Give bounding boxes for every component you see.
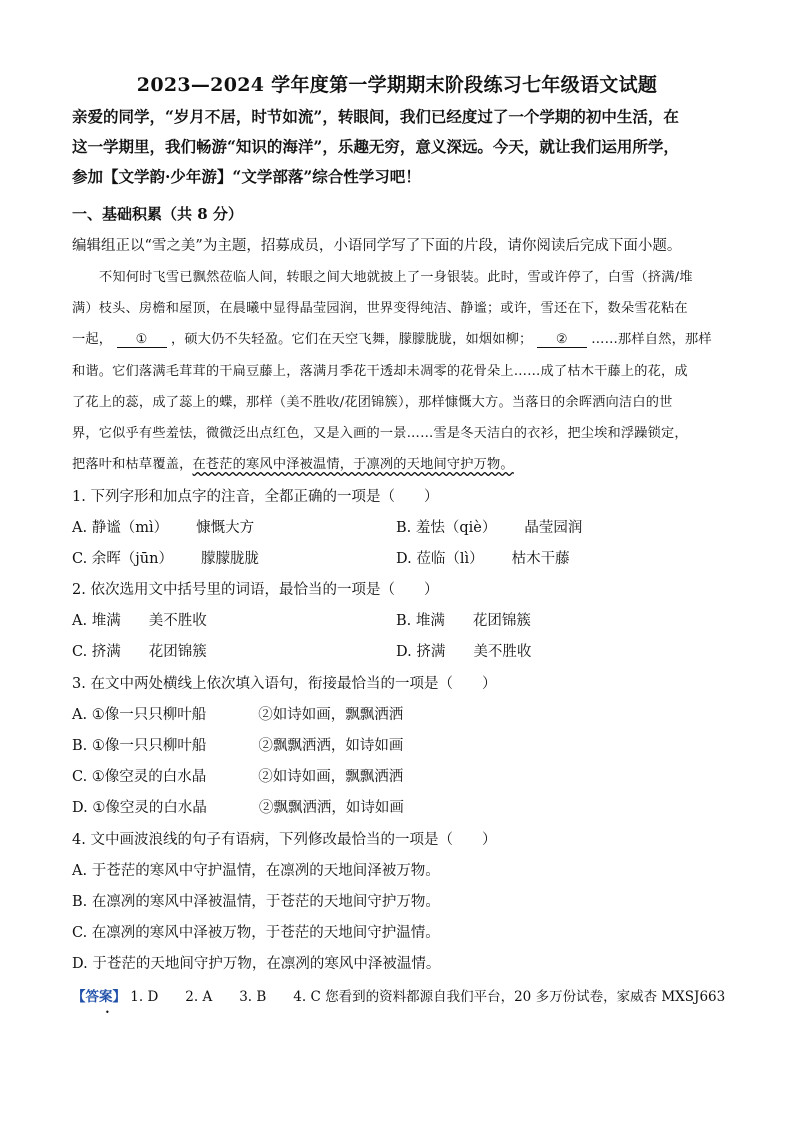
passage-line [72, 328, 712, 348]
passage-text: 把落叶和枯草覆盖， [72, 457, 193, 472]
q2-option-c: C. 挤满 花团锦簇 [72, 644, 207, 660]
wavy-underlined-sentence: 在苍茫的寒风中泽被温情，于凛冽的天地间守护万物。 [192, 457, 514, 472]
q4-option-a: A. 于苍茫的寒风中守护温情，在凛冽的天地间泽被万物。 [72, 863, 440, 879]
intro-line-2: 这一学期里，我们畅游“知识的海洋”，乐趣无穷，意义深远。今天，就让我们运用所学， [72, 137, 679, 156]
question-4-stem: 4. 文中画波浪线的句子有语病，下列修改最恰当的一项是（ ） [72, 832, 497, 848]
q3-option-d: D. ①像空灵的白水晶 ②飘飘洒洒，如诗如画 [72, 800, 404, 816]
q3-option-a: A. ①像一只只柳叶船 ②如诗如画，飘飘洒洒 [72, 707, 404, 723]
passage-line: 了花上的蕊，成了蕊上的蝶，那样（美不胜收/花团锦簇），那样慷慨大方。当落日的余晖洒向洁白的世 [72, 395, 673, 410]
q4-option-d: D. 于苍茫的天地间守护万物，在凛冽的寒风中泽被温情。 [72, 956, 441, 972]
section-heading: 一、基础积累（共 8 分） [72, 205, 243, 223]
passage-line: 不知何时飞雪已飘然莅临人间，转眼之间大地就披上了一身银装。此时，雪或许停了，白雪（挤满/堆 [99, 270, 693, 285]
page-title: 2023—2024 学年度第一学期期末阶段练习七年级语文试题 [136, 74, 658, 96]
answer-text: 1. D 2. A 3. B 4. C 您看到的资料都源自我们平台，20 多万份试卷，家威杏 MXSJ663 [130, 989, 726, 1005]
passage-text: ，硕大仍不失轻盈。它们在天空飞舞，朦朦胧胧，如烟如柳； [170, 332, 533, 347]
dot-mark: • [105, 1008, 110, 1017]
q1-option-c: C. 余晖（jūn） 朦朦胧胧 [72, 551, 259, 567]
question-1-stem: 1. 下列字形和加点字的注音，全都正确的一项是（ ） [72, 489, 439, 505]
blank-1: ① [117, 332, 167, 348]
blank-2: ② [537, 332, 587, 348]
q4-option-b: B. 在凛冽的寒风中泽被温情，于苍茫的天地间守护万物。 [72, 894, 440, 910]
question-3-stem: 3. 在文中两处横线上依次填入语句，衔接最恰当的一项是（ ） [72, 676, 497, 692]
intro-line-1: 亲爱的同学，“岁月不居，时节如流”，转眼间，我们已经度过了一个学期的初中生活，在 [72, 107, 679, 126]
passage-line: 满）枝头、房檐和屋顶，在晨曦中显得晶莹园润，世界变得纯洁、静谧；或许，雪还在下，数朵雪花粘在 [72, 301, 688, 316]
passage-line: 和谐。它们落满毛茸茸的干扁豆藤上，落满月季花干透却未凋零的花骨朵上……成了枯木干藤上的花，成 [72, 364, 688, 379]
instruction-text: 编辑组正以“雪之美”为主题，招募成员，小语同学写了下面的片段，请你阅读后完成下面小题。 [72, 238, 682, 254]
q2-option-b: B. 堆满 花团锦簇 [396, 613, 531, 629]
passage-text: 一起， [72, 332, 113, 347]
q1-option-a: A. 静谧（mì） 慷慨大方 [72, 520, 255, 536]
q3-option-c: C. ①像空灵的白水晶 ②如诗如画，飘飘洒洒 [72, 769, 404, 785]
passage-line [72, 453, 514, 472]
q2-option-d: D. 挤满 美不胜收 [396, 644, 532, 660]
answer-line [72, 985, 725, 1005]
answer-tag: 【答案】 [72, 989, 126, 1005]
q1-option-b: B. 羞怯（qiè） 晶莹园润 [396, 520, 583, 536]
intro-line-3: 参加【文学韵·少年游】“文学部落”综合性学习吧！ [72, 167, 421, 186]
passage-line: 界，它似乎有些羞怯，微微泛出点红色，又是入画的一景……雪是冬天洁白的衣衫，把尘埃和浮躁锁定， [72, 426, 688, 441]
q2-option-a: A. 堆满 美不胜收 [72, 613, 207, 629]
q3-option-b: B. ①像一只只柳叶船 ②飘飘洒洒，如诗如画 [72, 738, 404, 754]
q1-option-d: D. 莅临（lì） 枯木干藤 [396, 551, 570, 567]
q4-option-c: C. 在凛冽的寒风中泽被万物，于苍茫的天地间守护温情。 [72, 925, 440, 941]
passage-text: ……那样自然，那样 [591, 332, 712, 347]
question-2-stem: 2. 依次选用文中括号里的词语，最恰当的一项是（ ） [72, 582, 439, 598]
